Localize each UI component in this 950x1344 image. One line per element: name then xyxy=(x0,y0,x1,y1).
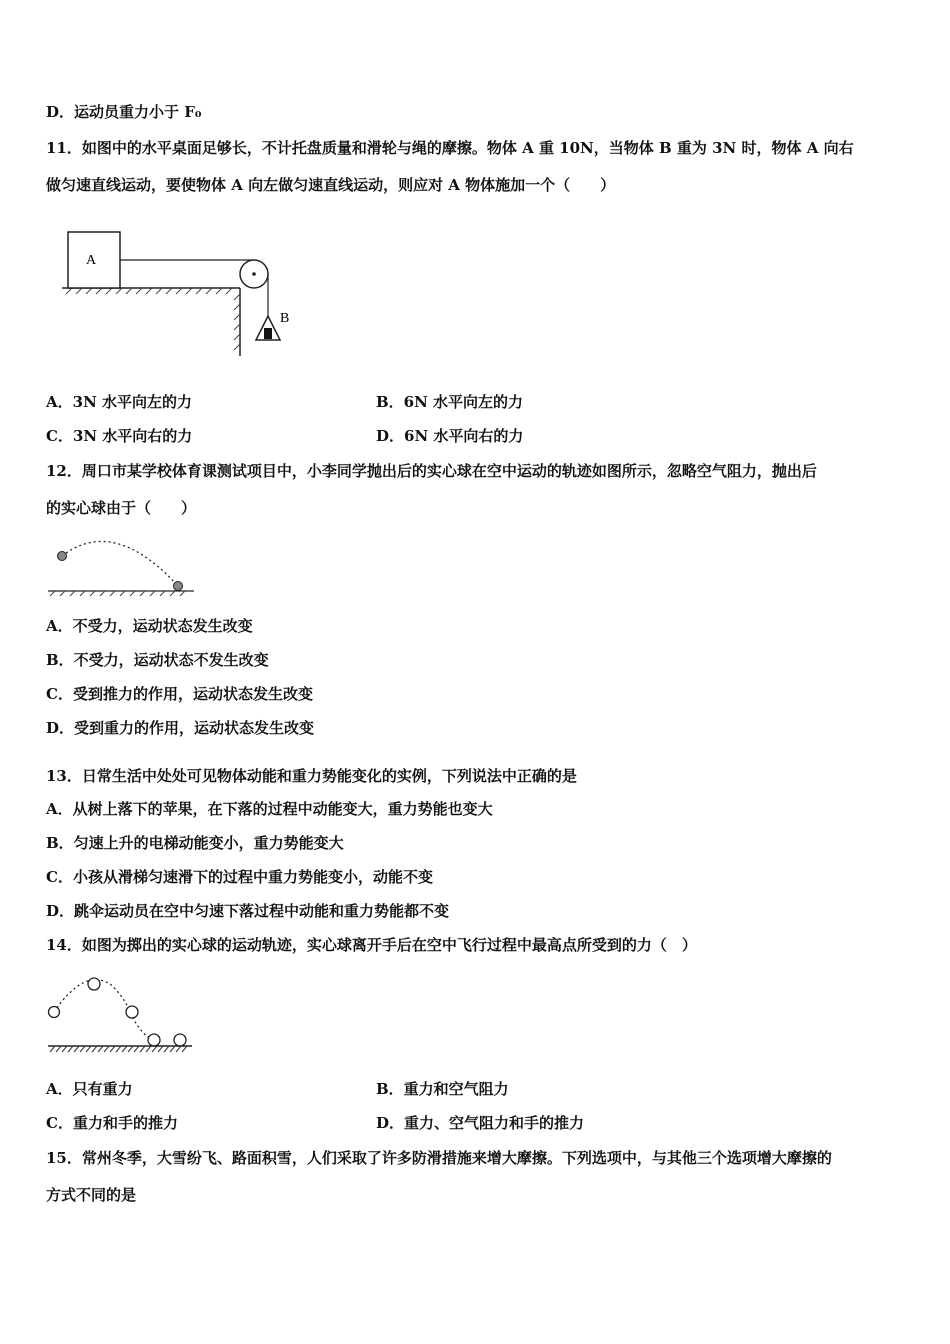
q15-stem-line2: 方式不同的是 xyxy=(46,1186,137,1204)
q10-option-d: D．运动员重力小于 F₀ xyxy=(46,103,202,121)
q14-trajectory-figure xyxy=(44,970,196,1056)
q12-option-d: D．受到重力的作用，运动状态发生改变 xyxy=(46,719,315,737)
q13-option-a: A．从树上落下的苹果，在下落的过程中动能变大，重力势能也变大 xyxy=(46,800,493,818)
q12-option-a: A．不受力，运动状态发生改变 xyxy=(46,617,253,635)
q14-option-a: A．只有重力 xyxy=(46,1080,133,1098)
q14-stem: 14．如图为掷出的实心球的运动轨迹，实心球离开手后在空中飞行过程中最高点所受到的力（ ） xyxy=(46,936,697,954)
ball-end xyxy=(174,582,183,591)
q14-option-d: D．重力、空气阻力和手的推力 xyxy=(376,1114,585,1132)
block-a-label: A xyxy=(86,253,97,268)
q15-stem-line1: 15．常州冬季，大雪纷飞、路面积雪，人们采取了许多防滑措施来增大摩擦。下列选项中，与其他三个选项增大摩擦的 xyxy=(46,1149,832,1167)
q12-trajectory-figure xyxy=(44,530,200,600)
tray-b-label: B xyxy=(280,311,290,326)
ball-4 xyxy=(148,1034,160,1046)
q11-option-b: B．6N 水平向左的力 xyxy=(376,393,524,411)
q11-option-d: D．6N 水平向右的力 xyxy=(376,427,524,445)
q14-option-c: C．重力和手的推力 xyxy=(46,1114,178,1132)
q11-pulley-figure xyxy=(58,228,308,360)
ball-start xyxy=(58,552,67,561)
ball-1 xyxy=(49,1007,60,1018)
q11-option-a: A．3N 水平向左的力 xyxy=(46,393,193,411)
q13-option-d: D．跳伞运动员在空中匀速下落过程中动能和重力势能都不变 xyxy=(46,902,450,920)
q12-stem-line2: 的实心球由于（ ） xyxy=(46,499,197,517)
q11-stem-line1: 11．如图中的水平桌面足够长，不计托盘质量和滑轮与绳的摩擦。物体 A 重 10N，当物体 B 重为 3N 时，物体 A 向右 xyxy=(46,139,854,157)
q12-option-c: C．受到推力的作用，运动状态发生改变 xyxy=(46,685,313,703)
q11-stem-line2: 做匀速直线运动，要使物体 A 向左做匀速直线运动，则应对 A 物体施加一个（ ） xyxy=(46,176,616,194)
ball-5 xyxy=(174,1034,186,1046)
ball-2 xyxy=(88,978,100,990)
q12-stem-line1: 12．周口市某学校体育课测试项目中，小李同学抛出后的实心球在空中运动的轨迹如图所示，忽略空气阻力，抛出后 xyxy=(46,462,817,480)
q13-stem: 13．日常生活中处处可见物体动能和重力势能变化的实例，下列说法中正确的是 xyxy=(46,767,577,785)
ball-3 xyxy=(126,1006,138,1018)
q11-option-c: C．3N 水平向右的力 xyxy=(46,427,193,445)
q13-option-b: B．匀速上升的电梯动能变小，重力势能变大 xyxy=(46,834,344,852)
q14-option-b: B．重力和空气阻力 xyxy=(376,1080,509,1098)
q12-option-b: B．不受力，运动状态不发生改变 xyxy=(46,651,269,669)
q13-option-c: C．小孩从滑梯匀速滑下的过程中重力势能变小，动能不变 xyxy=(46,868,433,886)
